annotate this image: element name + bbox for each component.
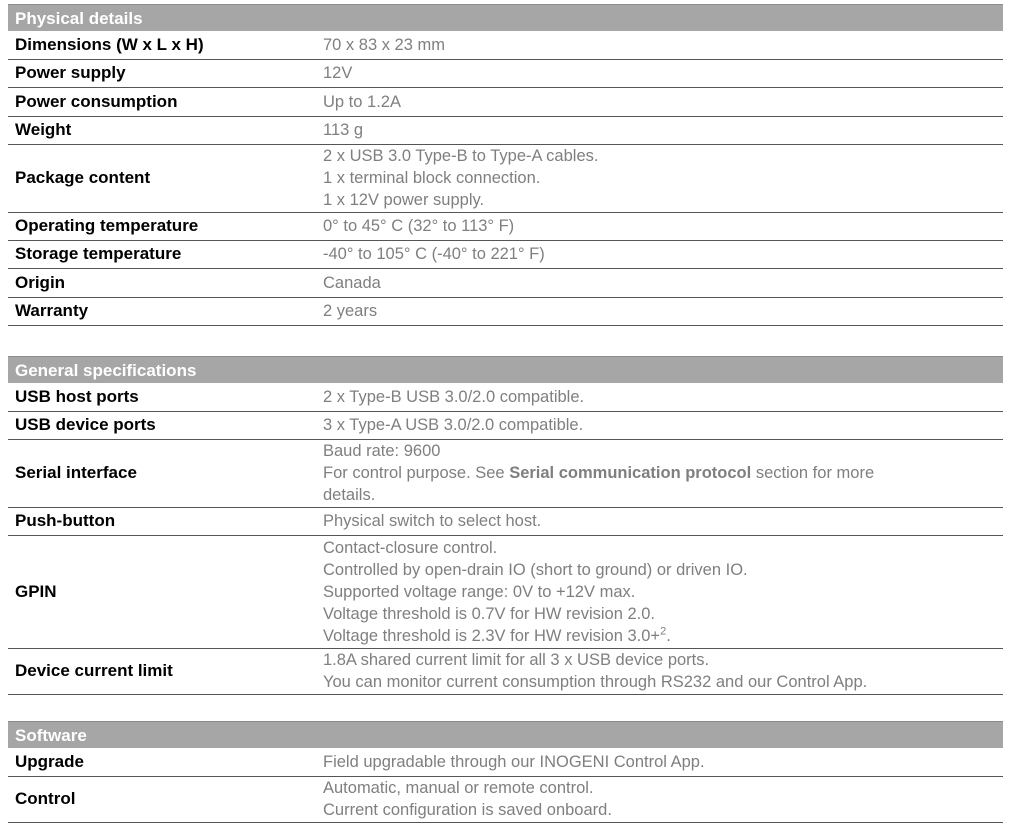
- value-line: 1.8A shared current limit for all 3 x USB device ports.: [323, 651, 710, 669]
- table-row: [8, 507, 1003, 535]
- row-value: [316, 507, 1003, 535]
- section-reference: Serial communication protocol: [509, 464, 752, 482]
- row-value: [316, 383, 1003, 411]
- row-label: Storage temperature: [8, 240, 316, 268]
- section-header: Physical details: [8, 4, 1003, 31]
- row-value: [316, 411, 1003, 439]
- value-line: Supported voltage range: 0V to +12V max.: [323, 582, 636, 601]
- row-value: [316, 144, 1003, 212]
- spec-table: [8, 748, 1003, 823]
- table-row: [8, 240, 1003, 268]
- table-row: [8, 268, 1003, 297]
- table-row: [8, 116, 1003, 144]
- section-header: General specifications: [8, 356, 1003, 383]
- row-label: GPIN: [8, 535, 316, 648]
- row-value: [316, 535, 1003, 648]
- value-line: 0° to 45° C (32° to 113° F): [323, 217, 515, 235]
- value-line: [323, 462, 1003, 484]
- row-label: Power supply: [8, 59, 316, 87]
- row-value: [316, 87, 1003, 116]
- row-label: Package content: [8, 144, 316, 212]
- row-label: Weight: [8, 116, 316, 144]
- spec-table: [8, 383, 1003, 695]
- value-line: Canada: [323, 273, 381, 292]
- table-row: [8, 411, 1003, 439]
- spec-table: [8, 31, 1003, 326]
- value-text: For control purpose. See: [323, 464, 510, 482]
- row-value: [316, 212, 1003, 240]
- row-label: Dimensions (W x L x H): [8, 31, 316, 59]
- row-value: [316, 648, 1003, 694]
- value-line: details.: [323, 486, 376, 504]
- table-row: [8, 776, 1003, 822]
- value-line: 2 years: [323, 302, 378, 320]
- value-line: You can monitor current consumption through RS232 and our Control App.: [323, 673, 868, 691]
- row-value: [316, 240, 1003, 268]
- value-line: Physical switch to select host.: [323, 512, 542, 530]
- row-value: [316, 748, 1003, 776]
- table-row: [8, 31, 1003, 59]
- row-label: Operating temperature: [8, 212, 316, 240]
- footnote-marker: 2: [660, 625, 667, 637]
- row-value: [316, 59, 1003, 87]
- value-text: .: [666, 626, 671, 645]
- value-line: 2 x USB 3.0 Type-B to Type-A cables.: [323, 147, 599, 165]
- value-line: -40° to 105° C (-40° to 221° F): [323, 245, 545, 263]
- value-text: section for more: [751, 464, 875, 482]
- value-line: 3 x Type-A USB 3.0/2.0 compatible.: [323, 416, 584, 434]
- value-line: Field upgradable through our INOGENI Control App.: [323, 752, 705, 771]
- row-value: [316, 31, 1003, 59]
- row-label: Push-button: [8, 507, 316, 535]
- row-value: [316, 776, 1003, 822]
- table-row: [8, 297, 1003, 325]
- value-line: Contact-closure control.: [323, 538, 498, 557]
- table-row: [8, 212, 1003, 240]
- section-header: Software: [8, 721, 1003, 748]
- table-row: [8, 87, 1003, 116]
- section-software: [8, 721, 1003, 823]
- row-label: Serial interface: [8, 439, 316, 507]
- row-label: Power consumption: [8, 87, 316, 116]
- row-value: [316, 268, 1003, 297]
- table-row: [8, 748, 1003, 776]
- table-row: [8, 59, 1003, 87]
- value-line: 70 x 83 x 23 mm: [323, 35, 445, 54]
- value-line: Automatic, manual or remote control.: [323, 779, 594, 797]
- table-row: [8, 439, 1003, 507]
- value-text: Voltage threshold is 2.3V for HW revision 3.0+: [323, 626, 661, 645]
- section-physical-details: [8, 4, 1003, 326]
- value-line: Controlled by open-drain IO (short to ground) or driven IO.: [323, 560, 748, 579]
- row-label: Upgrade: [8, 748, 316, 776]
- row-value: [316, 439, 1003, 507]
- section-general-specifications: [8, 356, 1003, 695]
- table-row: [8, 144, 1003, 212]
- value-line: 2 x Type-B USB 3.0/2.0 compatible.: [323, 387, 585, 406]
- value-line: Baud rate: 9600: [323, 442, 441, 460]
- row-label: Device current limit: [8, 648, 316, 694]
- value-line: 1 x terminal block connection.: [323, 169, 541, 187]
- value-line: 113 g: [323, 121, 364, 139]
- row-value: [316, 297, 1003, 325]
- table-row: [8, 535, 1003, 648]
- row-label: USB device ports: [8, 411, 316, 439]
- row-label: Origin: [8, 268, 316, 297]
- value-line: [323, 625, 1003, 647]
- row-label: USB host ports: [8, 383, 316, 411]
- value-line: Current configuration is saved onboard.: [323, 801, 612, 819]
- table-row: [8, 648, 1003, 694]
- value-line: Up to 1.2A: [323, 92, 401, 111]
- row-label: Warranty: [8, 297, 316, 325]
- row-label: Control: [8, 776, 316, 822]
- value-line: Voltage threshold is 0.7V for HW revision 2.0.: [323, 604, 655, 623]
- table-row: [8, 383, 1003, 411]
- value-line: 1 x 12V power supply.: [323, 191, 485, 209]
- value-line: 12V: [323, 64, 353, 82]
- row-value: [316, 116, 1003, 144]
